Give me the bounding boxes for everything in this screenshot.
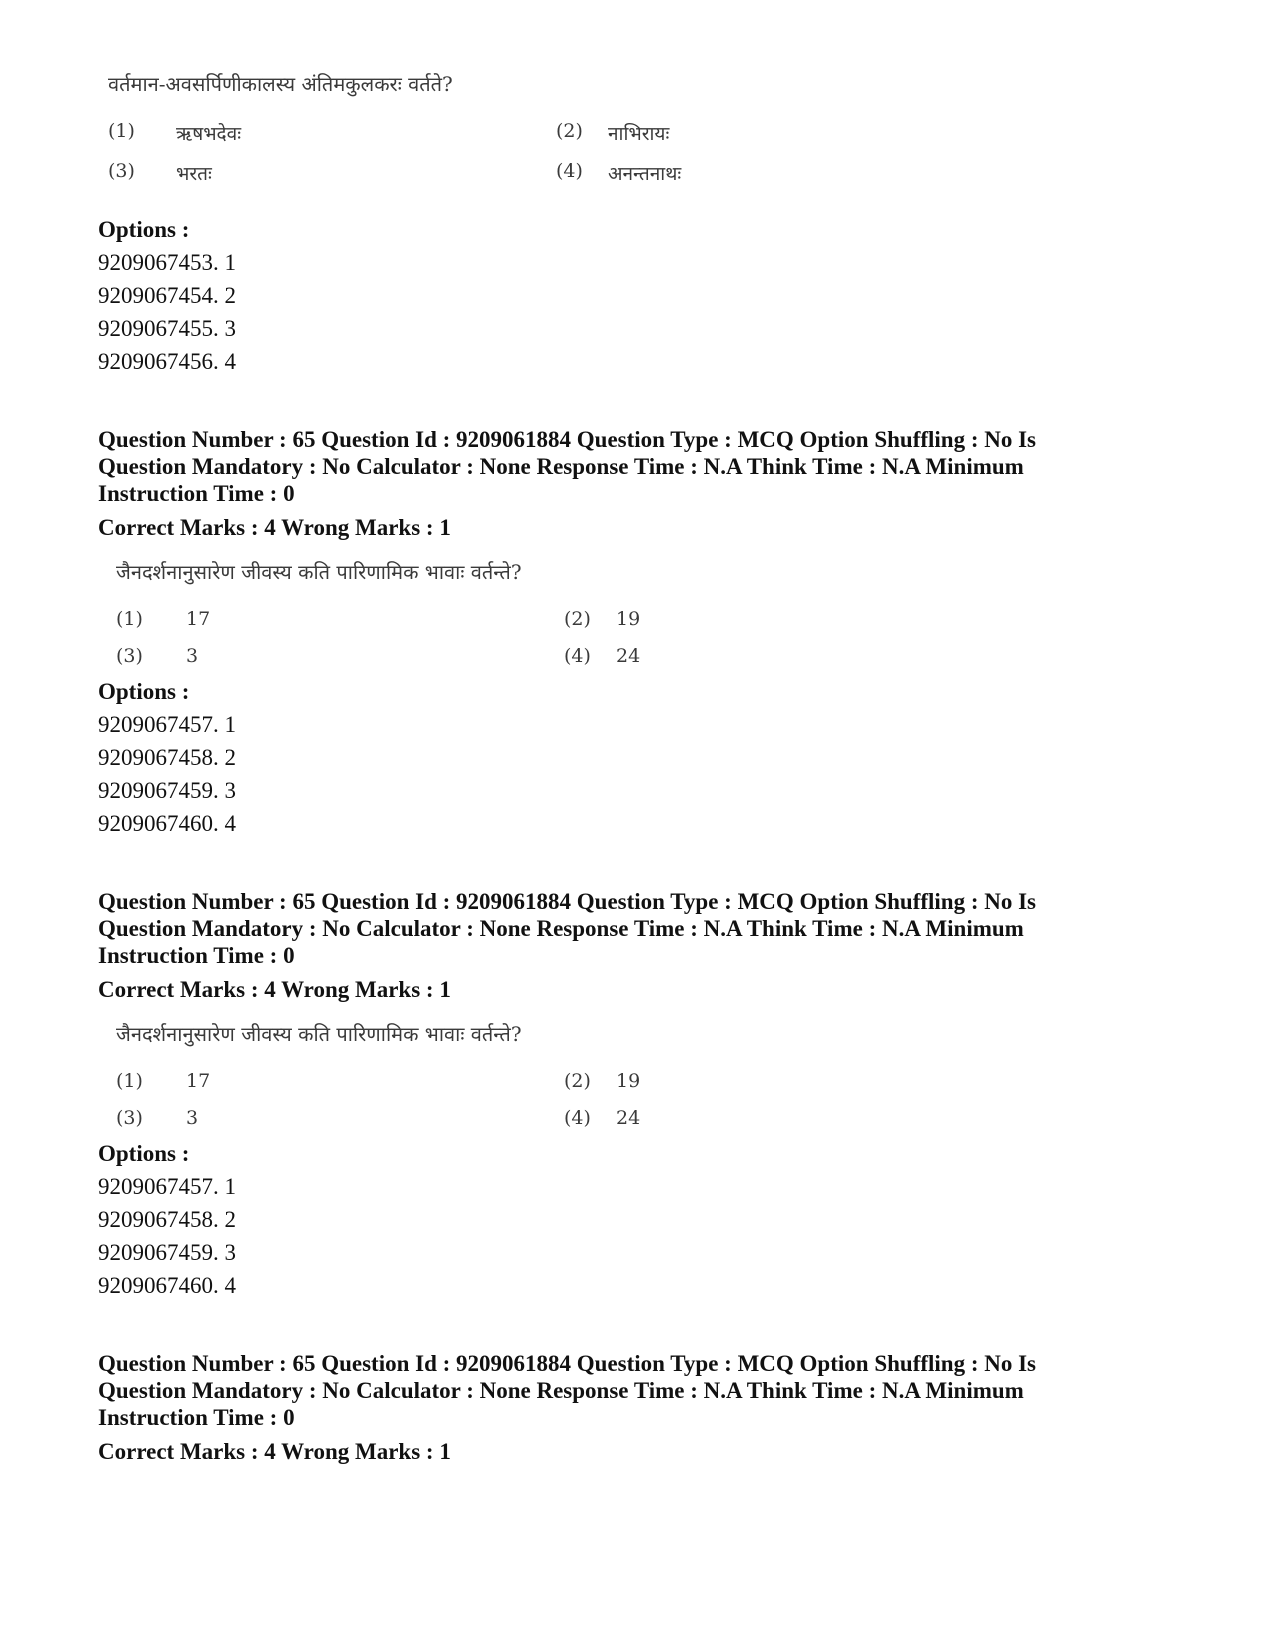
option-line: 9209067459. 3 bbox=[98, 778, 236, 803]
choice-text: 3 bbox=[186, 645, 199, 667]
option-line: 9209067459. 3 bbox=[98, 1240, 236, 1265]
options-heading: Options : bbox=[98, 217, 190, 242]
choice-3 bbox=[116, 645, 199, 667]
choice-text: 3 bbox=[186, 1107, 199, 1129]
choice-text: ऋषभदेवः bbox=[176, 123, 242, 145]
choice-text: भरतः bbox=[176, 163, 212, 185]
marks-line: Correct Marks : 4 Wrong Marks : 1 bbox=[98, 515, 451, 540]
option-line: 9209067460. 4 bbox=[98, 1273, 236, 1298]
choice-1 bbox=[116, 608, 211, 630]
choice-text: 19 bbox=[616, 608, 641, 630]
choice-text: 24 bbox=[616, 645, 641, 667]
question-meta: Question Number : 65 Question Id : 9209061884 Question Type : MCQ Option Shuffling : No Is bbox=[98, 889, 1037, 914]
choice-number: (2) bbox=[564, 608, 591, 630]
choice-number: (4) bbox=[564, 1107, 591, 1129]
choice-number: (3) bbox=[116, 645, 143, 667]
option-line: 9209067458. 2 bbox=[98, 745, 236, 770]
question-image-1 bbox=[108, 70, 708, 200]
question-image-3 bbox=[116, 1020, 676, 1130]
marks-line: Correct Marks : 4 Wrong Marks : 1 bbox=[98, 977, 451, 1002]
option-line: 9209067457. 1 bbox=[98, 712, 236, 737]
question-meta: Question Mandatory : No Calculator : None Response Time : N.A Think Time : N.A Minimum bbox=[98, 916, 1024, 941]
choice-4 bbox=[564, 1107, 641, 1129]
choice-text: 17 bbox=[186, 608, 211, 630]
options-heading: Options : bbox=[98, 1141, 190, 1166]
choice-4 bbox=[564, 645, 641, 667]
question-meta: Instruction Time : 0 bbox=[98, 943, 295, 968]
options-heading: Options : bbox=[98, 679, 190, 704]
choice-number: (3) bbox=[108, 160, 135, 182]
choice-number: (1) bbox=[108, 120, 135, 142]
choice-text: 24 bbox=[616, 1107, 641, 1129]
choice-1 bbox=[116, 1070, 211, 1092]
option-line: 9209067456. 4 bbox=[98, 349, 236, 374]
choice-4 bbox=[556, 160, 682, 185]
question-meta: Question Number : 65 Question Id : 9209061884 Question Type : MCQ Option Shuffling : No Is bbox=[98, 1351, 1037, 1376]
question-meta: Instruction Time : 0 bbox=[98, 481, 295, 506]
question-meta: Question Mandatory : No Calculator : None Response Time : N.A Think Time : N.A Minimum bbox=[98, 454, 1024, 479]
choice-number: (1) bbox=[116, 608, 143, 630]
choice-number: (4) bbox=[556, 160, 583, 182]
option-line: 9209067457. 1 bbox=[98, 1174, 236, 1199]
question-text: जैनदर्शनानुसारेण जीवस्य कति पारिणामिक भावाः वर्तन्ते? bbox=[116, 1022, 522, 1046]
option-line: 9209067454. 2 bbox=[98, 283, 236, 308]
choice-3 bbox=[108, 160, 212, 185]
option-line: 9209067453. 1 bbox=[98, 250, 236, 275]
choice-text: 17 bbox=[186, 1070, 211, 1092]
choice-text: नाभिरायः bbox=[608, 123, 670, 145]
choice-number: (2) bbox=[564, 1070, 591, 1092]
marks-line: Correct Marks : 4 Wrong Marks : 1 bbox=[98, 1439, 451, 1464]
question-meta: Question Number : 65 Question Id : 9209061884 Question Type : MCQ Option Shuffling : No Is bbox=[98, 427, 1037, 452]
choice-number: (4) bbox=[564, 645, 591, 667]
choice-number: (3) bbox=[116, 1107, 143, 1129]
choice-3 bbox=[116, 1107, 199, 1129]
choice-text: अनन्तनाथः bbox=[608, 163, 682, 185]
choice-number: (2) bbox=[556, 120, 583, 142]
option-line: 9209067460. 4 bbox=[98, 811, 236, 836]
choice-2 bbox=[564, 608, 641, 630]
choice-text: 19 bbox=[616, 1070, 641, 1092]
option-line: 9209067455. 3 bbox=[98, 316, 236, 341]
question-image-2 bbox=[116, 558, 676, 668]
question-meta: Question Mandatory : No Calculator : None Response Time : N.A Think Time : N.A Minimum bbox=[98, 1378, 1024, 1403]
choice-2 bbox=[564, 1070, 641, 1092]
question-text: जैनदर्शनानुसारेण जीवस्य कति पारिणामिक भावाः वर्तन्ते? bbox=[116, 560, 522, 584]
choice-1 bbox=[108, 120, 242, 145]
choice-2 bbox=[556, 120, 670, 145]
choice-number: (1) bbox=[116, 1070, 143, 1092]
question-meta: Instruction Time : 0 bbox=[98, 1405, 295, 1430]
question-text: वर्तमान-अवसर्पिणीकालस्य अंतिमकुलकरः वर्तते? bbox=[108, 72, 453, 96]
option-line: 9209067458. 2 bbox=[98, 1207, 236, 1232]
